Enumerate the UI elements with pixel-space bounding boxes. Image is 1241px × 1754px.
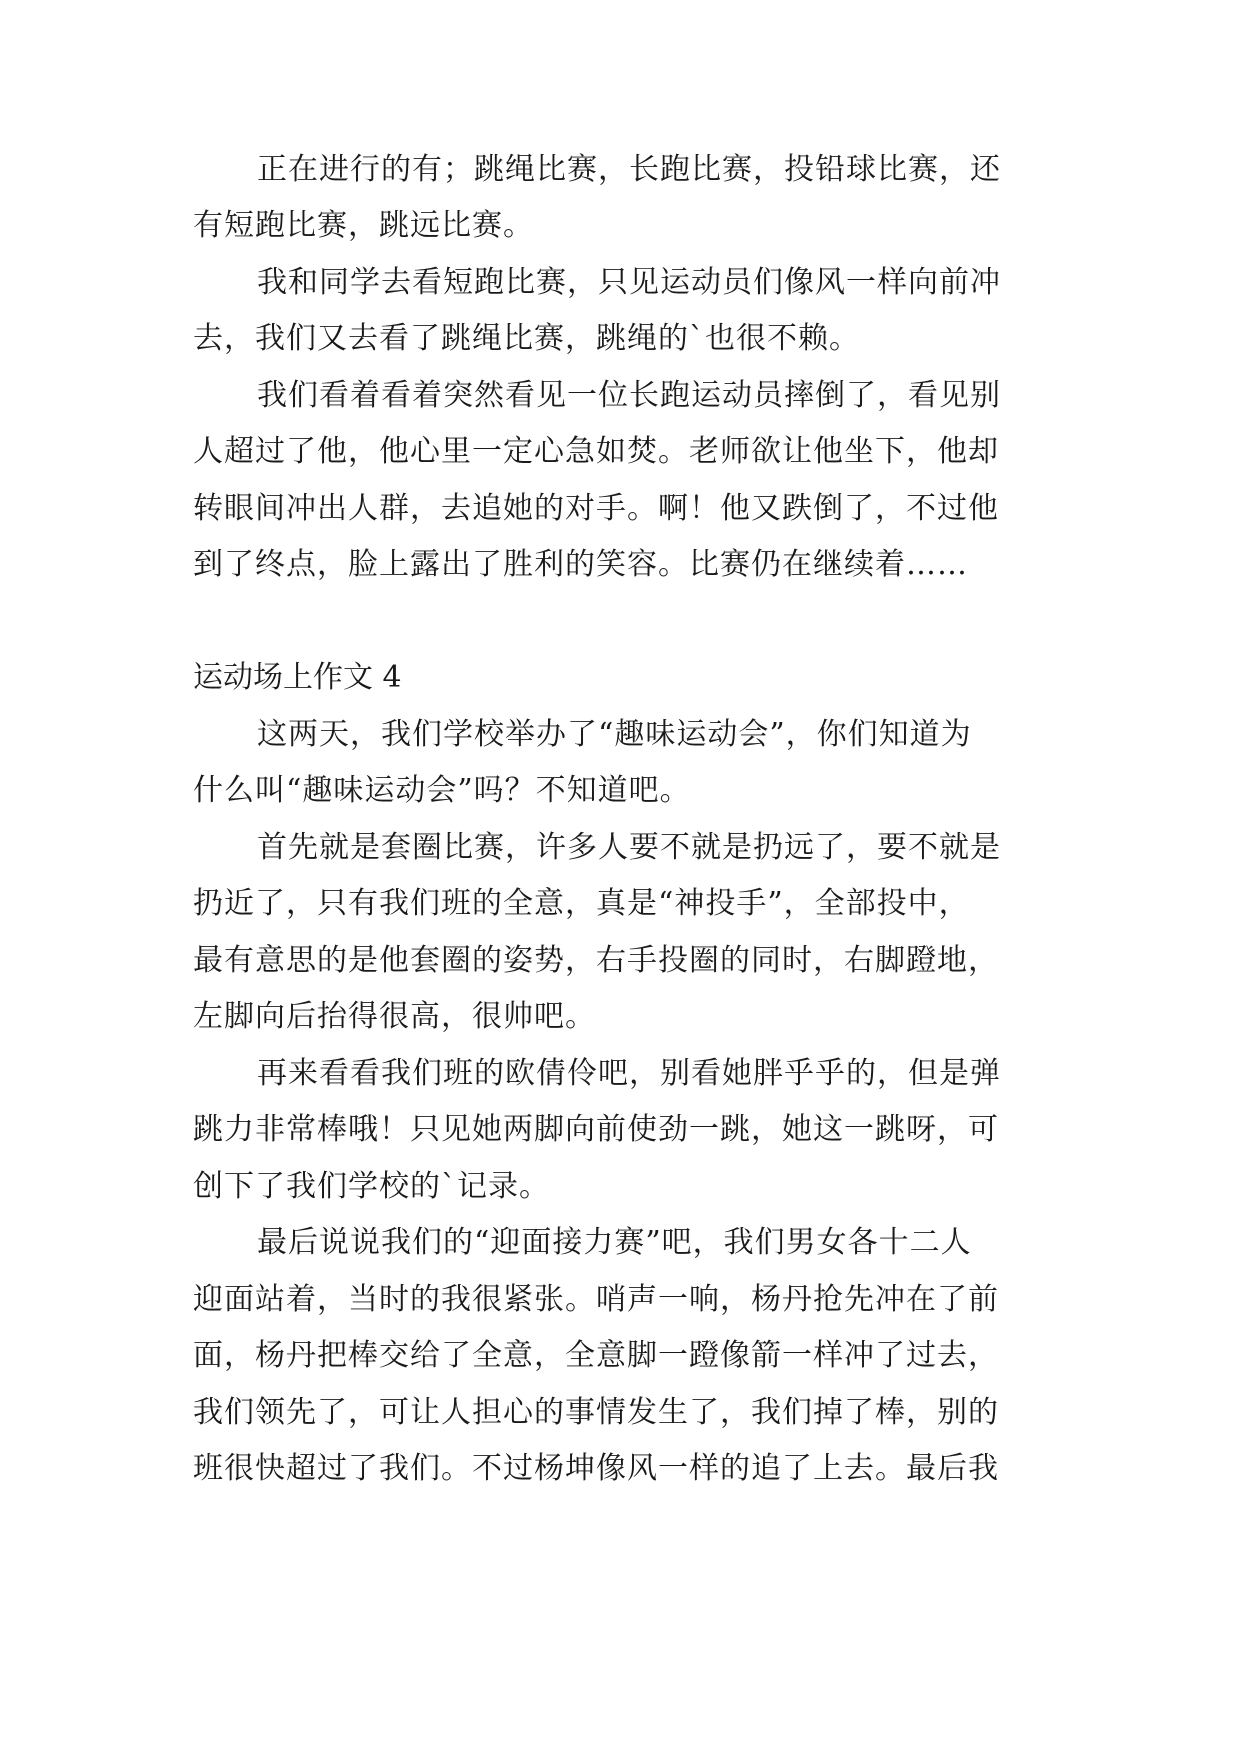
paragraph-3-line-4: 到了终点，脸上露出了胜利的笑容。比赛仍在继续着…… (193, 547, 968, 582)
paragraph-7-line-2: 迎面站着，当时的我很紧张。哨声一响，杨丹抢先冲在了前 (193, 1282, 999, 1317)
paragraph-1-line-1: 正在进行的有；跳绳比赛，长跑比赛，投铅球比赛，还 (257, 152, 1001, 187)
paragraph-3-line-1: 我们看着看着突然看见一位长跑运动员摔倒了，看见别 (257, 378, 1001, 413)
paragraph-4-line-1: 这两天，我们学校举办了“趣味运动会”，你们知道为 (257, 717, 972, 752)
paragraph-6-line-2: 跳力非常棒哦！只见她两脚向前使劲一跳，她这一跳呀，可 (193, 1112, 999, 1147)
paragraph-3-line-2: 人超过了他，他心里一定心急如焚。老师欲让他坐下，他却 (193, 434, 999, 469)
paragraph-2-line-1: 我和同学去看短跑比赛，只见运动员们像风一样向前冲 (257, 265, 1001, 300)
paragraph-7-line-5: 班很快超过了我们。不过杨坤像风一样的追了上去。最后我 (193, 1451, 999, 1486)
paragraph-7-line-3: 面，杨丹把棒交给了全意，全意脚一蹬像箭一样冲了过去， (193, 1338, 999, 1373)
paragraph-4-line-2: 什么叫“趣味运动会”吗？不知道吧。 (193, 773, 691, 808)
paragraph-5-line-1: 首先就是套圈比赛，许多人要不就是扔远了，要不就是 (257, 830, 1001, 865)
paragraph-6-line-1: 再来看看我们班的欧倩伶吧，别看她胖乎乎的，但是弹 (257, 1056, 1001, 1091)
paragraph-7-line-4: 我们领先了，可让人担心的事情发生了，我们掉了棒，别的 (193, 1395, 999, 1430)
paragraph-6-line-3: 创下了我们学校的`记录。 (193, 1169, 550, 1204)
paragraph-5-line-3: 最有意思的是他套圈的姿势，右手投圈的同时，右脚蹬地， (193, 943, 999, 978)
paragraph-1-line-2: 有短跑比赛，跳远比赛。 (193, 208, 534, 243)
paragraph-2-line-2: 去，我们又去看了跳绳比赛，跳绳的`也很不赖。 (193, 321, 860, 356)
paragraph-5-line-4: 左脚向后抬得很高，很帅吧。 (193, 999, 596, 1034)
section-title: 运动场上作文 4 (193, 660, 402, 695)
paragraph-3-line-3: 转眼间冲出人群，去追她的对手。啊！他又跌倒了，不过他 (193, 491, 999, 526)
paragraph-5-line-2: 扔近了，只有我们班的全意，真是“神投手”，全部投中， (193, 886, 970, 921)
paragraph-7-line-1: 最后说说我们的“迎面接力赛”吧，我们男女各十二人 (257, 1225, 972, 1260)
